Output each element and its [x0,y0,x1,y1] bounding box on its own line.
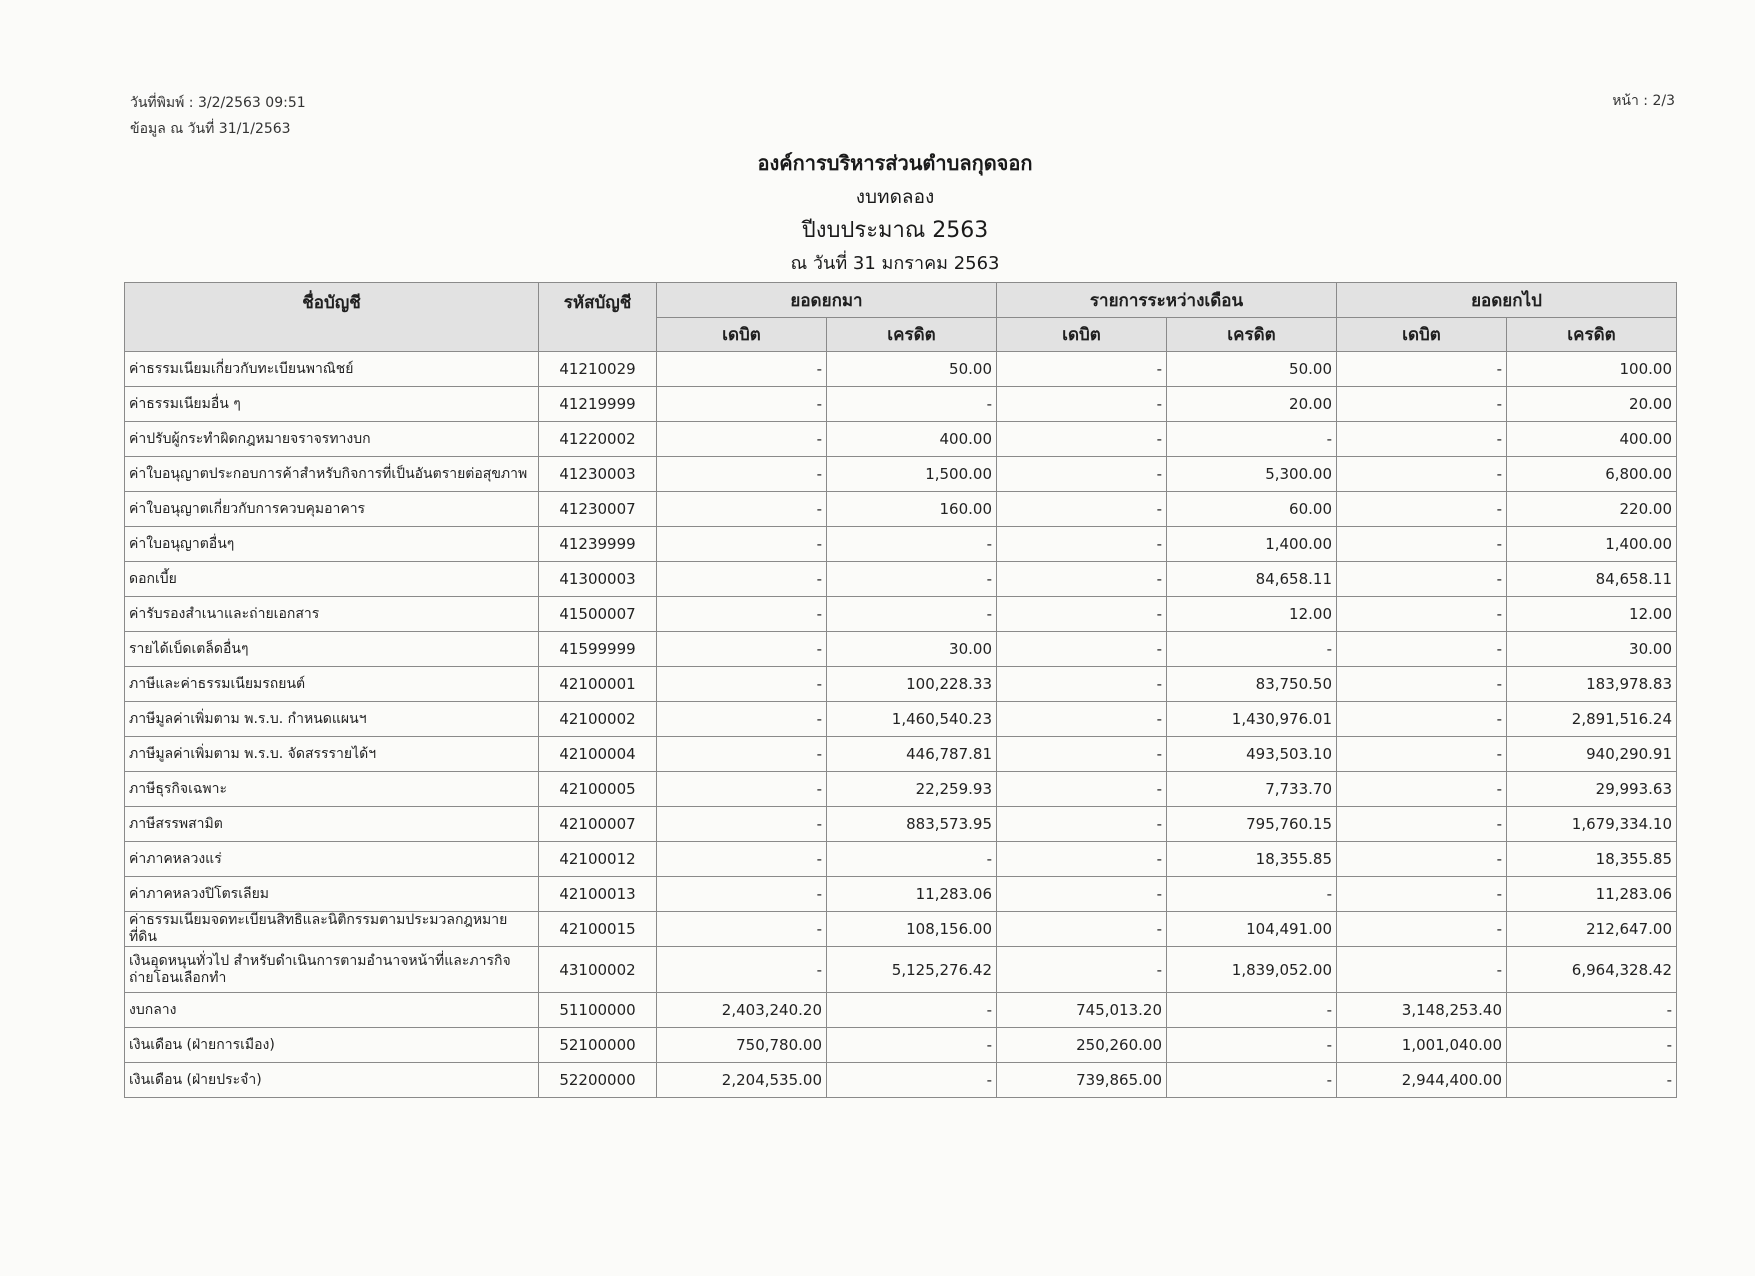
month-credit-cell: - [1167,632,1337,667]
account-code-cell: 42100013 [539,877,657,912]
month-debit-cell: - [997,702,1167,737]
table-row [125,807,1677,842]
header-debit: เดบิต [1337,318,1507,352]
table-row [125,492,1677,527]
cf-credit-cell: 11,283.06 [1507,877,1677,912]
month-debit-cell: - [997,597,1167,632]
cf-credit-cell: 220.00 [1507,492,1677,527]
table-body [125,352,1677,1098]
month-debit-cell: - [997,527,1167,562]
table-row [125,527,1677,562]
month-debit-cell: - [997,912,1167,947]
month-credit-cell: 84,658.11 [1167,562,1337,597]
bf-debit-cell: - [657,702,827,737]
month-debit-cell: - [997,877,1167,912]
header-brought-forward: ยอดยกมา [657,283,997,318]
month-debit-cell: - [997,947,1167,993]
bf-credit-cell: 400.00 [827,422,997,457]
cf-credit-cell: 12.00 [1507,597,1677,632]
cf-debit-cell: 1,001,040.00 [1337,1028,1507,1063]
cf-credit-cell: - [1507,1028,1677,1063]
account-code-cell: 42100015 [539,912,657,947]
bf-debit-cell: - [657,457,827,492]
cf-credit-cell: - [1507,1063,1677,1098]
bf-credit-cell: - [827,527,997,562]
header-debit: เดบิต [997,318,1167,352]
cf-credit-cell: 6,964,328.42 [1507,947,1677,993]
cf-debit-cell: - [1337,772,1507,807]
table-row [125,1063,1677,1098]
bf-credit-cell: - [827,842,997,877]
account-code-cell: 42100012 [539,842,657,877]
table-row [125,947,1677,993]
cf-debit-cell: - [1337,632,1507,667]
month-debit-cell: - [997,352,1167,387]
account-name-cell: ค่ารับรองสำเนาและถ่ายเอกสาร [125,597,539,632]
month-debit-cell: - [997,842,1167,877]
bf-debit-cell: - [657,352,827,387]
account-name-cell: เงินเดือน (ฝ่ายประจำ) [125,1063,539,1098]
bf-credit-cell: - [827,993,997,1028]
month-debit-cell: 739,865.00 [997,1063,1167,1098]
cf-debit-cell: - [1337,527,1507,562]
cf-credit-cell: 30.00 [1507,632,1677,667]
header-carried-forward: ยอดยกไป [1337,283,1677,318]
bf-debit-cell: - [657,562,827,597]
bf-debit-cell: - [657,492,827,527]
bf-debit-cell: - [657,737,827,772]
bf-debit-cell: - [657,387,827,422]
account-name-cell: ค่าใบอนุญาตประกอบการค้าสำหรับกิจการที่เป็นอันตรายต่อสุขภาพ [125,457,539,492]
month-debit-cell: 250,260.00 [997,1028,1167,1063]
cf-debit-cell: - [1337,387,1507,422]
cf-debit-cell: - [1337,842,1507,877]
month-credit-cell: - [1167,877,1337,912]
account-code-cell: 42100007 [539,807,657,842]
month-credit-cell: 104,491.00 [1167,912,1337,947]
cf-credit-cell: 400.00 [1507,422,1677,457]
cf-debit-cell: - [1337,807,1507,842]
month-debit-cell: - [997,772,1167,807]
cf-credit-cell: - [1507,993,1677,1028]
cf-credit-cell: 29,993.63 [1507,772,1677,807]
as-of-date-title: ณ วันที่ 31 มกราคม 2563 [790,253,1000,274]
bf-debit-cell: - [657,912,827,947]
account-code-cell: 41239999 [539,527,657,562]
bf-debit-cell: 750,780.00 [657,1028,827,1063]
cf-debit-cell: - [1337,562,1507,597]
account-code-cell: 43100002 [539,947,657,993]
bf-debit-cell: - [657,667,827,702]
bf-credit-cell: 22,259.93 [827,772,997,807]
fiscal-year-title: ปีงบประมาณ 2563 [801,218,989,243]
account-name-cell: เงินอุดหนุนทั่วไป สำหรับดำเนินการตามอำนาจหน้าที่และภารกิจถ่ายโอนเลือกทำ [125,947,539,993]
cf-credit-cell: 100.00 [1507,352,1677,387]
header-credit: เครดิต [827,318,997,352]
table-row [125,772,1677,807]
bf-credit-cell: 11,283.06 [827,877,997,912]
month-credit-cell: 50.00 [1167,352,1337,387]
cf-credit-cell: 183,978.83 [1507,667,1677,702]
month-debit-cell: - [997,667,1167,702]
account-code-cell: 51100000 [539,993,657,1028]
table-row [125,667,1677,702]
cf-debit-cell: - [1337,492,1507,527]
bf-credit-cell: - [827,1028,997,1063]
cf-credit-cell: 212,647.00 [1507,912,1677,947]
month-credit-cell: 7,733.70 [1167,772,1337,807]
cf-credit-cell: 1,679,334.10 [1507,807,1677,842]
bf-credit-cell: - [827,562,997,597]
account-name-cell: ค่าภาคหลวงปิโตรเลียม [125,877,539,912]
cf-debit-cell: - [1337,457,1507,492]
bf-credit-cell: 30.00 [827,632,997,667]
bf-debit-cell: - [657,877,827,912]
header-account-name: ชื่อบัญชี [125,283,539,352]
table-row [125,702,1677,737]
trial-balance-table [124,282,1677,1098]
bf-debit-cell: - [657,807,827,842]
account-name-cell: ค่าใบอนุญาตอื่นๆ [125,527,539,562]
print-info [130,90,306,142]
bf-credit-cell: 883,573.95 [827,807,997,842]
table-row [125,457,1677,492]
bf-credit-cell: 1,460,540.23 [827,702,997,737]
cf-credit-cell: 2,891,516.24 [1507,702,1677,737]
month-debit-cell: 745,013.20 [997,993,1167,1028]
month-credit-cell: 18,355.85 [1167,842,1337,877]
bf-debit-cell: - [657,422,827,457]
month-debit-cell: - [997,562,1167,597]
account-name-cell: ค่าภาคหลวงแร่ [125,842,539,877]
month-debit-cell: - [997,387,1167,422]
month-credit-cell: 12.00 [1167,597,1337,632]
month-credit-cell: 795,760.15 [1167,807,1337,842]
cf-credit-cell: 20.00 [1507,387,1677,422]
month-credit-cell: - [1167,993,1337,1028]
account-code-cell: 52100000 [539,1028,657,1063]
bf-credit-cell: - [827,1063,997,1098]
account-name-cell: เงินเดือน (ฝ่ายการเมือง) [125,1028,539,1063]
bf-credit-cell: 1,500.00 [827,457,997,492]
account-code-cell: 42100001 [539,667,657,702]
table-row [125,352,1677,387]
bf-credit-cell: - [827,387,997,422]
table-row [125,912,1677,947]
header-during-month: รายการระหว่างเดือน [997,283,1337,318]
bf-debit-cell: - [657,842,827,877]
cf-credit-cell: 940,290.91 [1507,737,1677,772]
month-credit-cell: 1,430,976.01 [1167,702,1337,737]
account-code-cell: 52200000 [539,1063,657,1098]
month-credit-cell: 20.00 [1167,387,1337,422]
account-name-cell: ค่าปรับผู้กระทำผิดกฎหมายจราจรทางบก [125,422,539,457]
cf-credit-cell: 18,355.85 [1507,842,1677,877]
cf-debit-cell: - [1337,667,1507,702]
table-row [125,737,1677,772]
bf-debit-cell: 2,204,535.00 [657,1063,827,1098]
account-name-cell: ภาษีธุรกิจเฉพาะ [125,772,539,807]
bf-debit-cell: - [657,632,827,667]
month-debit-cell: - [997,422,1167,457]
header-account-code: รหัสบัญชี [539,283,657,352]
data-date: ข้อมูล ณ วันที่ 31/1/2563 [130,121,291,137]
account-name-cell: ค่าธรรมเนียมอื่น ๆ [125,387,539,422]
account-code-cell: 41599999 [539,632,657,667]
month-debit-cell: - [997,492,1167,527]
bf-credit-cell: 108,156.00 [827,912,997,947]
bf-credit-cell: 50.00 [827,352,997,387]
month-credit-cell: 83,750.50 [1167,667,1337,702]
header-debit: เดบิต [657,318,827,352]
header-credit: เครดิต [1507,318,1677,352]
account-name-cell: ดอกเบี้ย [125,562,539,597]
account-code-cell: 41300003 [539,562,657,597]
account-name-cell: งบกลาง [125,993,539,1028]
account-code-cell: 41210029 [539,352,657,387]
cf-debit-cell: - [1337,877,1507,912]
account-code-cell: 41500007 [539,597,657,632]
table-row [125,632,1677,667]
account-name-cell: ค่าธรรมเนียมเกี่ยวกับทะเบียนพาณิชย์ [125,352,539,387]
table-row [125,422,1677,457]
cf-debit-cell: 2,944,400.00 [1337,1063,1507,1098]
table-row [125,387,1677,422]
cf-debit-cell: - [1337,947,1507,993]
cf-debit-cell: - [1337,597,1507,632]
table-row [125,597,1677,632]
month-credit-cell: - [1167,422,1337,457]
account-code-cell: 42100004 [539,737,657,772]
cf-debit-cell: - [1337,422,1507,457]
account-name-cell: ภาษีและค่าธรรมเนียมรถยนต์ [125,667,539,702]
account-name-cell: รายได้เบ็ดเตล็ดอื่นๆ [125,632,539,667]
month-credit-cell: 1,400.00 [1167,527,1337,562]
bf-credit-cell: 446,787.81 [827,737,997,772]
cf-debit-cell: - [1337,737,1507,772]
bf-credit-cell: 160.00 [827,492,997,527]
bf-credit-cell: 5,125,276.42 [827,947,997,993]
month-credit-cell: - [1167,1063,1337,1098]
table-row [125,1028,1677,1063]
account-name-cell: ภาษีสรรพสามิต [125,807,539,842]
month-credit-cell: 60.00 [1167,492,1337,527]
account-name-cell: ภาษีมูลค่าเพิ่มตาม พ.ร.บ. กำหนดแผนฯ [125,702,539,737]
cf-credit-cell: 6,800.00 [1507,457,1677,492]
table-row [125,877,1677,912]
bf-credit-cell: - [827,597,997,632]
header-credit: เครดิต [1167,318,1337,352]
account-code-cell: 41219999 [539,387,657,422]
bf-debit-cell: - [657,772,827,807]
account-name-cell: ค่าธรรมเนียมจดทะเบียนสิทธิและนิติกรรมตามประมวลกฎหมายที่ดิน [125,912,539,947]
month-credit-cell: 493,503.10 [1167,737,1337,772]
month-debit-cell: - [997,807,1167,842]
cf-debit-cell: - [1337,702,1507,737]
page-number: หน้า : 2/3 [1612,93,1675,109]
month-credit-cell: 5,300.00 [1167,457,1337,492]
cf-debit-cell: - [1337,352,1507,387]
month-credit-cell: 1,839,052.00 [1167,947,1337,993]
bf-credit-cell: 100,228.33 [827,667,997,702]
account-name-cell: ค่าใบอนุญาตเกี่ยวกับการควบคุมอาคาร [125,492,539,527]
account-code-cell: 41230003 [539,457,657,492]
report-titles [0,146,1755,280]
account-name-cell: ภาษีมูลค่าเพิ่มตาม พ.ร.บ. จัดสรรรายได้ฯ [125,737,539,772]
bf-debit-cell: 2,403,240.20 [657,993,827,1028]
cf-debit-cell: - [1337,912,1507,947]
account-code-cell: 41230007 [539,492,657,527]
bf-debit-cell: - [657,947,827,993]
account-code-cell: 41220002 [539,422,657,457]
report-title: งบทดลอง [855,186,935,208]
bf-debit-cell: - [657,527,827,562]
cf-credit-cell: 84,658.11 [1507,562,1677,597]
bf-debit-cell: - [657,597,827,632]
account-code-cell: 42100002 [539,702,657,737]
month-debit-cell: - [997,632,1167,667]
cf-credit-cell: 1,400.00 [1507,527,1677,562]
table-row [125,842,1677,877]
month-credit-cell: - [1167,1028,1337,1063]
print-date: วันที่พิมพ์ : 3/2/2563 09:51 [130,95,306,111]
cf-debit-cell: 3,148,253.40 [1337,993,1507,1028]
account-code-cell: 42100005 [539,772,657,807]
month-debit-cell: - [997,737,1167,772]
table-row [125,993,1677,1028]
organization-title: องค์การบริหารส่วนตำบลกุดจอก [757,151,1033,175]
table-row [125,562,1677,597]
month-debit-cell: - [997,457,1167,492]
